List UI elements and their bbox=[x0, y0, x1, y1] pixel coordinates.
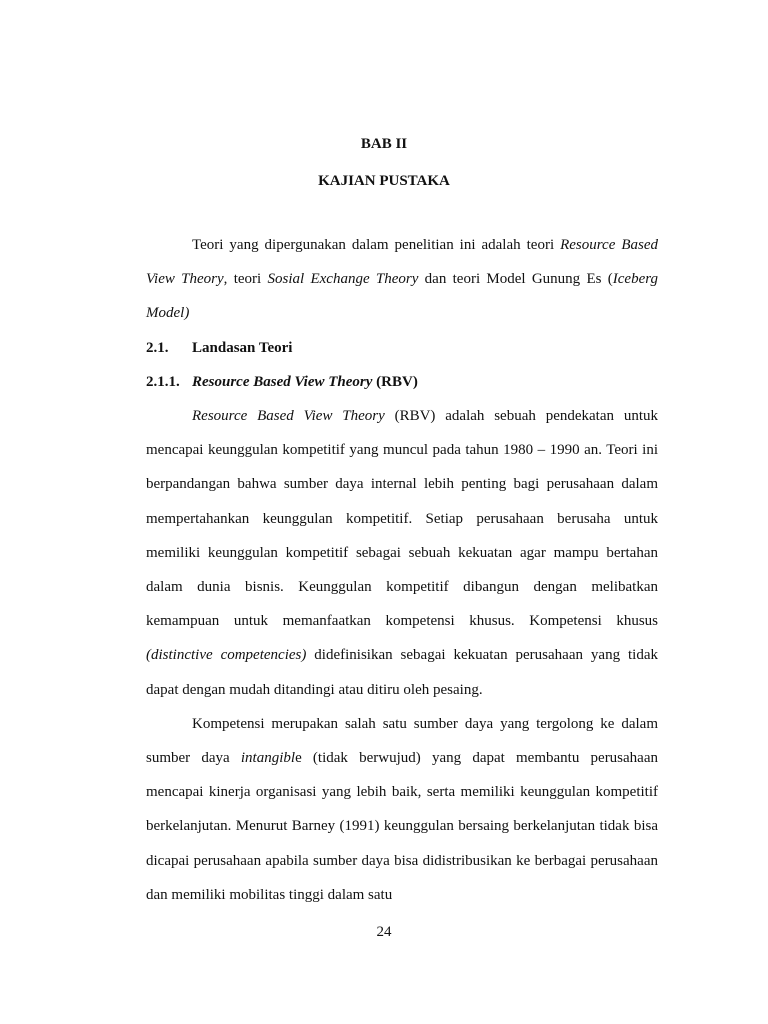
body-text bbox=[146, 228, 658, 912]
subsection-title-suffix: (RBV) bbox=[372, 373, 418, 390]
intro-paragraph bbox=[146, 228, 658, 331]
intro-term-iceberg: Iceberg Model) bbox=[146, 271, 659, 322]
section-heading-2-1-1 bbox=[146, 365, 658, 399]
competence-text-2: e (tidak berwujud) yang dapat membantu perusahaan mencapai kinerja organisasi yang lebih baik, serta memiliki keunggulan kompetitif berkelanjutan. Menurut Barney (1991) keunggulan bersaing berkelanjutan tidak bisa dicapai perusahaan apabila sumber daya bisa didistribusikan ke berbagai perusahaan dan memiliki mobilitas tinggi dalam satu bbox=[146, 750, 658, 903]
chapter-label: BAB II bbox=[360, 136, 408, 152]
chapter-title: KAJIAN PUSTAKA bbox=[318, 173, 450, 189]
subsection-number: 2.1.1. bbox=[146, 373, 180, 390]
intro-text-2: , teori bbox=[223, 271, 268, 288]
subsection-title bbox=[192, 365, 418, 399]
section-title: Landasan Teori bbox=[192, 339, 293, 356]
competence-paragraph bbox=[146, 707, 658, 912]
rbv-text-1: (RBV) adalah sebuah pendekatan untuk mencapai keunggulan kompetitif yang muncul pada tahun 1980 – 1990 an. Teori ini berpandangan bahwa sumber daya internal lebih penting bagi perusahaan dalam mempertahankan keunggulan kompetitif. Setiap perusahaan berusaha untuk memiliki keunggulan kompetitif sebagai sebuah kekuatan agar mampu bertahan dalam dunia bisnis. Keunggulan kompetitif dibangun dengan melibatkan kemampuan untuk memanfaatkan kompetensi khusus. Kompetensi khusus bbox=[146, 408, 658, 630]
subsection-title-italic: Resource Based View Theory bbox=[192, 373, 373, 390]
rbv-text-2: didefinisikan sebagai kekuatan perusahaan yang tidak dapat dengan mudah ditandingi atau ditiru oleh pesaing. bbox=[146, 647, 658, 698]
rbv-term: Resource Based View Theory bbox=[192, 408, 385, 425]
section-number: 2.1. bbox=[146, 339, 169, 356]
rbv-paragraph bbox=[146, 399, 658, 707]
intro-term-rbv: Resource Based View Theory bbox=[146, 237, 658, 288]
intro-text-1: Teori yang dipergunakan dalam penelitian ini adalah teori bbox=[192, 237, 561, 253]
page-number: 24 bbox=[376, 924, 392, 940]
competence-term-intangible: intangibl bbox=[240, 750, 296, 767]
rbv-term-distinctive: (distinctive competencies) bbox=[146, 647, 307, 664]
section-heading-2-1 bbox=[146, 331, 658, 365]
intro-text-3: dan teori Model Gunung Es ( bbox=[418, 271, 613, 288]
intro-term-set: Sosial Exchange Theory bbox=[267, 271, 419, 288]
competence-text-1: Kompetensi merupakan salah satu sumber daya yang tergolong ke dalam sumber daya bbox=[146, 715, 658, 767]
